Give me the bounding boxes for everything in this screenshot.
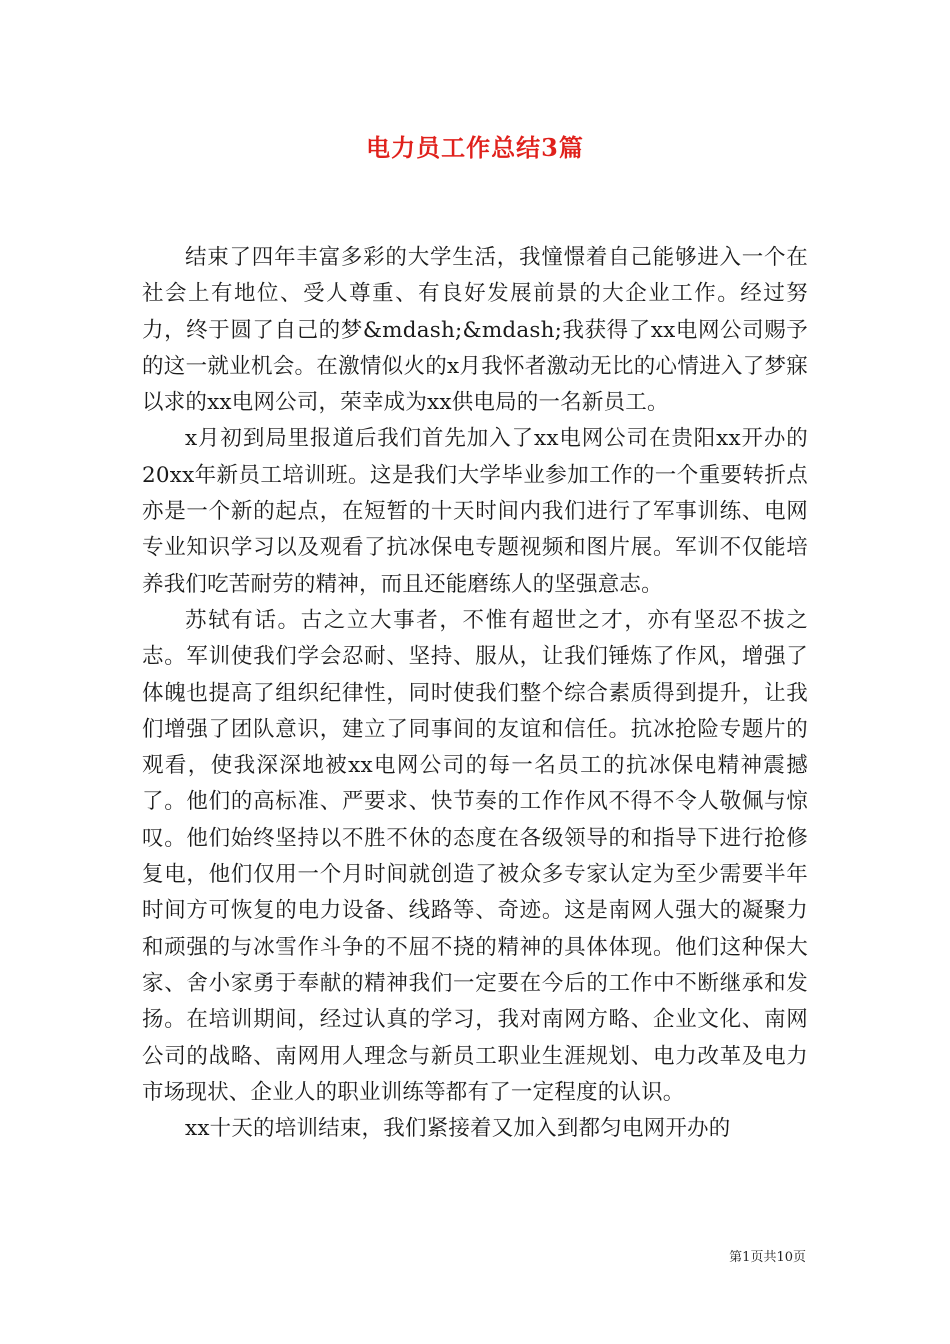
paragraph-2: x月初到局里报道后我们首先加入了xx电网公司在贵阳xx开办的20xx年新员工培训班。这是我们大学毕业参加工作的一个重要转折点亦是一个新的起点，在短暂的十天时间内我们进行了军事训练、电网专业知识学习以及观看了抗冰保电专题视频和图片展。军训不仅能培养我们吃苦耐劳的精神，而且还能磨练人的坚强意志。 [142,426,808,597]
document-title: 电力员工作总结3篇 [366,133,584,162]
page-number: 第1页共10页 [729,1250,806,1265]
paragraph-1: 结束了四年丰富多彩的大学生活，我憧憬着自己能够进入一个在社会上有地位、受人尊重、有良好发展前景的大企业工作。经过努力，终于圆了自己的梦&mdash;&mdash;我获得了xx电网公司赐予的这一就业机会。在激情似火的x月我怀者激动无比的心情进入了梦寐以求的xx电网公司，荣幸成为xx供电局的一名新员工。 [142,245,808,416]
paragraph-4: xx十天的培训结束，我们紧接着又加入到都匀电网开办的 [185,1116,731,1142]
document-body [142,240,808,1147]
paragraph-3: 苏轼有话。古之立大事者，不惟有超世之才，亦有坚忍不拔之志。军训使我们学会忍耐、坚持、服从，让我们锤炼了作风，增强了体魄也提高了组织纪律性，同时使我们整个综合素质得到提升，让我们增强了团队意识，建立了同事间的友谊和信任。抗冰抢险专题片的观看，使我深深地被xx电网公司的每一名员工的抗冰保电精神震撼了。他们的高标准、严要求、快节奏的工作作风不得不令人敬佩与惊叹。他们始终坚持以不胜不休的态度在各级领导的和指导下进行抢修复电，他们仅用一个月时间就创造了被众多专家认定为至少需要半年时间方可恢复的电力设备、线路等、奇迹。这是南网人强大的凝聚力和顽强的与冰雪作斗争的不屈不挠的精神的具体体现。他们这种保大家、舍小家勇于奉献的精神我们一定要在今后的工作中不断继承和发扬。在培训期间，经过认真的学习，我对南网方略、企业文化、南网公司的战略、南网用人理念与新员工职业生涯规划、电力改革及电力市场现状、企业人的职业训练等都有了一定程度的认识。 [142,607,808,1105]
